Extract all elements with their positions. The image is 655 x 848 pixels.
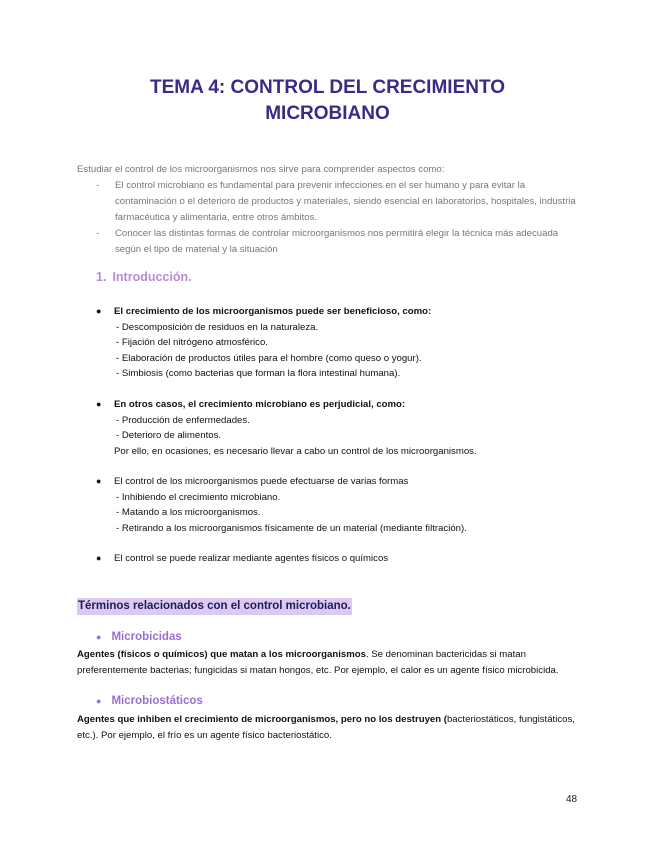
sub-item: - Producción de enfermedades. [116, 414, 250, 426]
page-number: 48 [566, 794, 578, 805]
bullet-heading [96, 474, 586, 490]
title-line-2: MICROBIANO [265, 103, 390, 124]
dash-marker: - [96, 180, 100, 191]
bullet-icon: ● [96, 632, 102, 642]
bullet-block [96, 474, 586, 536]
bullet-icon: ● [96, 476, 102, 486]
bullet-heading-text: El control de los microorganismos puede efectuarse de varias formas [114, 476, 409, 487]
intro-item [77, 178, 577, 226]
sub-item: - Matando a los microorganismos. [116, 507, 261, 518]
sub-item: - Descomposición de residuos en la naturaleza. [116, 321, 319, 333]
term-title: Microbicidas [111, 631, 182, 643]
term-paragraph [77, 647, 579, 679]
intro-item-text: Conocer las distintas formas de controlar microorganismos nos permitirá elegir la técnica más adecuada según el tipo de material y la situación [115, 228, 559, 255]
section-number: 1. [96, 270, 107, 284]
bullet-heading-text: El crecimiento de los microorganismos puede ser beneficioso, como: [114, 306, 432, 317]
bullet-block [96, 304, 586, 382]
term-title: Microbiostáticos [111, 695, 203, 707]
term-heading [96, 695, 203, 707]
bullet-heading [96, 551, 586, 567]
sub-item: - Inhibiendo el crecimiento microbiano. [116, 491, 281, 503]
bullet-block [96, 397, 586, 459]
bullet-heading-text: En otros casos, el crecimiento microbiano es perjudicial, como: [114, 399, 406, 410]
dash-marker: - [96, 228, 100, 239]
bullet-icon: ● [96, 696, 102, 706]
sub-item: - Simbiosis (como bacterias que forman la flora intestinal humana). [116, 368, 401, 379]
bullet-icon: ● [96, 553, 102, 563]
intro-item-text: El control microbiano es fundamental para prevenir infecciones en el ser humano y para evitar la contaminación o el deterioro de productos y materiales, siendo esencial en laboratorios, hospitales, industria farmacéutica y alimentaria, entre otros ámbitos. [115, 180, 576, 223]
sub-item: - Elaboración de productos útiles para el hombre (como queso o yogur). [116, 352, 422, 364]
bullet-icon: ● [96, 306, 102, 316]
section-title: Introducción. [112, 270, 192, 284]
page-title [60, 75, 595, 127]
term-heading [96, 631, 182, 643]
term-paragraph [77, 712, 579, 744]
bullet-heading-text: El control se puede realizar mediante agentes físicos o químicos [114, 553, 389, 564]
bullet-heading [96, 397, 586, 413]
sub-item: - Fijación del nitrógeno atmosférico. [116, 337, 268, 348]
bullet-tail: Por ello, en ocasiones, es necesario llevar a cabo un control de los microorganismos. [114, 445, 477, 457]
bullet-heading [96, 304, 586, 320]
term-definition-text: bacteriostáticos, fungistáticos, etc.). Por ejemplo, el frío es un agente físico bacteriostático. [77, 714, 575, 741]
term-definition-bold: Agentes (físicos o químicos) que matan a los microorganismos [77, 649, 366, 660]
sub-item: - Deterioro de alimentos. [116, 430, 222, 441]
intro-section [77, 162, 577, 258]
section-heading-terminos: Términos relacionados con el control microbiano. [77, 598, 352, 615]
term-definition-text: . Se denominan bactericidas si matan preferentemente bacterias; fungicidas si matan hongos, etc. Por ejemplo, el calor es un agente físico microbicida. [77, 649, 559, 676]
intro-item [77, 226, 577, 258]
title-line-1: TEMA 4: CONTROL DEL CRECIMIENTO [149, 77, 506, 98]
intro-lead: Estudiar el control de los microorganismos nos sirve para comprender aspectos como: [77, 164, 445, 175]
bullet-block [96, 551, 586, 567]
term-definition-bold: Agentes que inhiben el crecimiento de microorganismos, pero no los destruyen ( [77, 714, 447, 725]
sub-item: - Retirando a los microorganismos físicamente de un material (mediante filtración). [116, 522, 467, 534]
section-heading-introduccion [96, 270, 192, 284]
bullet-icon: ● [96, 399, 102, 409]
